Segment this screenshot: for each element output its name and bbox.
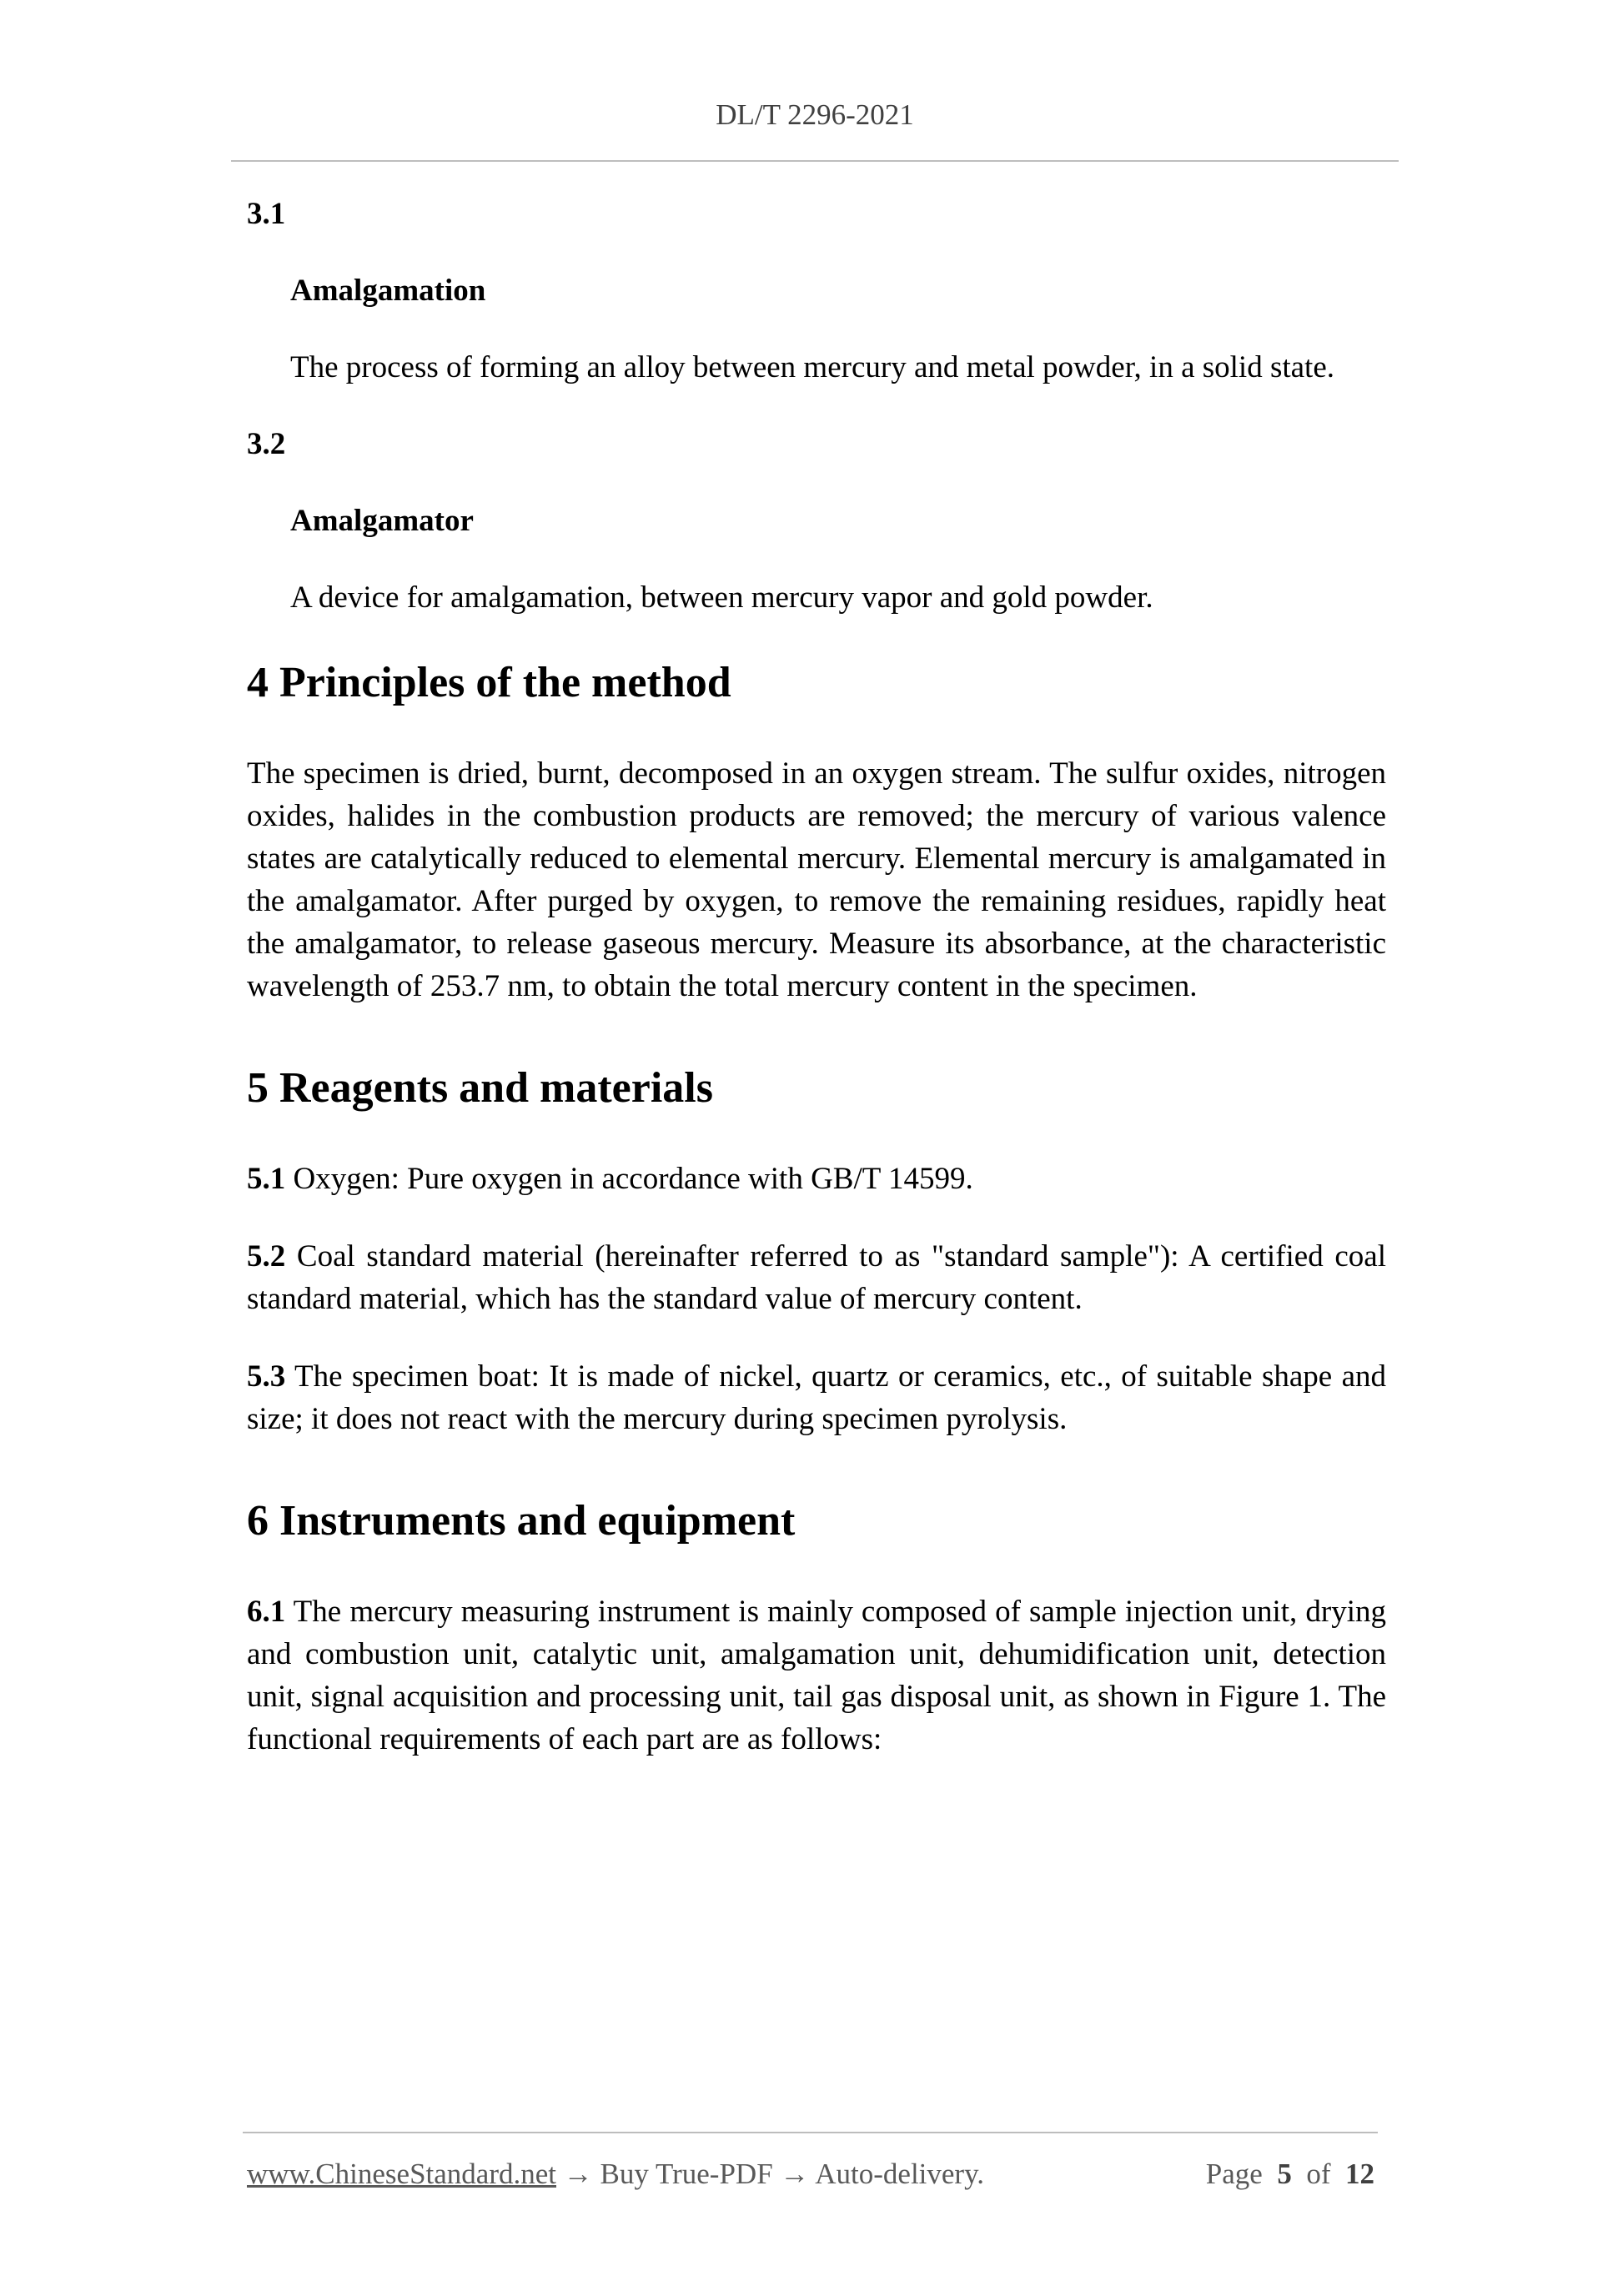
footer-divider (243, 2132, 1378, 2133)
clause-text: The mercury measuring instrument is mainly composed of sample injection unit, drying and combustion unit, catalytic unit, amalgamation unit, dehumidification unit, detection unit, signal acquisition and processing unit, tail gas disposal unit, as shown in Figure 1. The functional requirements of each part are as follows: (247, 1595, 1386, 1756)
page-label: Page (1205, 2158, 1263, 2190)
clause-5-2 (247, 1235, 1386, 1320)
principles-paragraph: The specimen is dried, burnt, decomposed in an oxygen stream. The sulfur oxides, nitrogen oxides, halides in the combustion products are removed; the mercury of various valence states are catalytically reduced to elemental mercury. Elemental mercury is amalgamated in the amalgamator. After purged by oxygen, to remove the remaining residues, rapidly heat the amalgamator, to release gaseous mercury. Measure its absorbance, at the characteristic wavelength of 253.7 nm, to obtain the total mercury content in the specimen. (247, 756, 1386, 1003)
section-heading-instruments: 6 Instruments and equipment (247, 1497, 796, 1545)
term-entry (247, 424, 1386, 619)
clause-text: Coal standard material (hereinafter referred to as "standard sample"): A certified coal standard material, which has the standard value of mercury content. (247, 1239, 1386, 1316)
clause-number: 5.3 (247, 1359, 286, 1394)
section-heading-reagents: 5 Reagents and materials (247, 1064, 713, 1112)
page-content (247, 193, 1386, 1796)
running-header: DL/T 2296-2021 (716, 98, 914, 131)
buy-text: Buy True-PDF (600, 2158, 773, 2190)
section-heading-principles: 4 Principles of the method (247, 659, 731, 706)
clause-number: 5.1 (247, 1162, 286, 1196)
term-name: Amalgamation (290, 274, 486, 308)
term-definition: The process of forming an alloy between mercury and metal powder, in a solid state. (290, 350, 1335, 384)
page-current: 5 (1277, 2158, 1292, 2190)
term-number: 3.1 (247, 197, 286, 231)
term-entry (247, 193, 1386, 389)
clause-text: The specimen boat: It is made of nickel, quartz or ceramics, etc., of suitable shape and size; it does not react with the mercury during specimen pyrolysis. (247, 1359, 1386, 1436)
clause-5-1 (247, 1158, 1386, 1200)
clause-5-3 (247, 1355, 1386, 1440)
term-number: 3.2 (247, 427, 286, 461)
website-link[interactable]: www.ChineseStandard.net (247, 2158, 556, 2190)
page-total: 12 (1345, 2158, 1374, 2190)
clause-number: 6.1 (247, 1595, 286, 1629)
page-indicator (1206, 2154, 1374, 2194)
footer-promo (247, 2154, 984, 2194)
term-name: Amalgamator (290, 504, 474, 538)
clause-number: 5.2 (247, 1239, 286, 1274)
header-divider (231, 160, 1399, 162)
arrow-right-icon: → (556, 2158, 600, 2190)
delivery-text: Auto-delivery. (815, 2158, 985, 2190)
term-definition: A device for amalgamation, between mercury vapor and gold powder. (290, 580, 1153, 615)
clause-6-1 (247, 1590, 1386, 1761)
clause-text: Oxygen: Pure oxygen in accordance with GB/T 14599. (285, 1162, 973, 1196)
of-label: of (1306, 2158, 1331, 2190)
arrow-right-icon: → (772, 2158, 816, 2190)
